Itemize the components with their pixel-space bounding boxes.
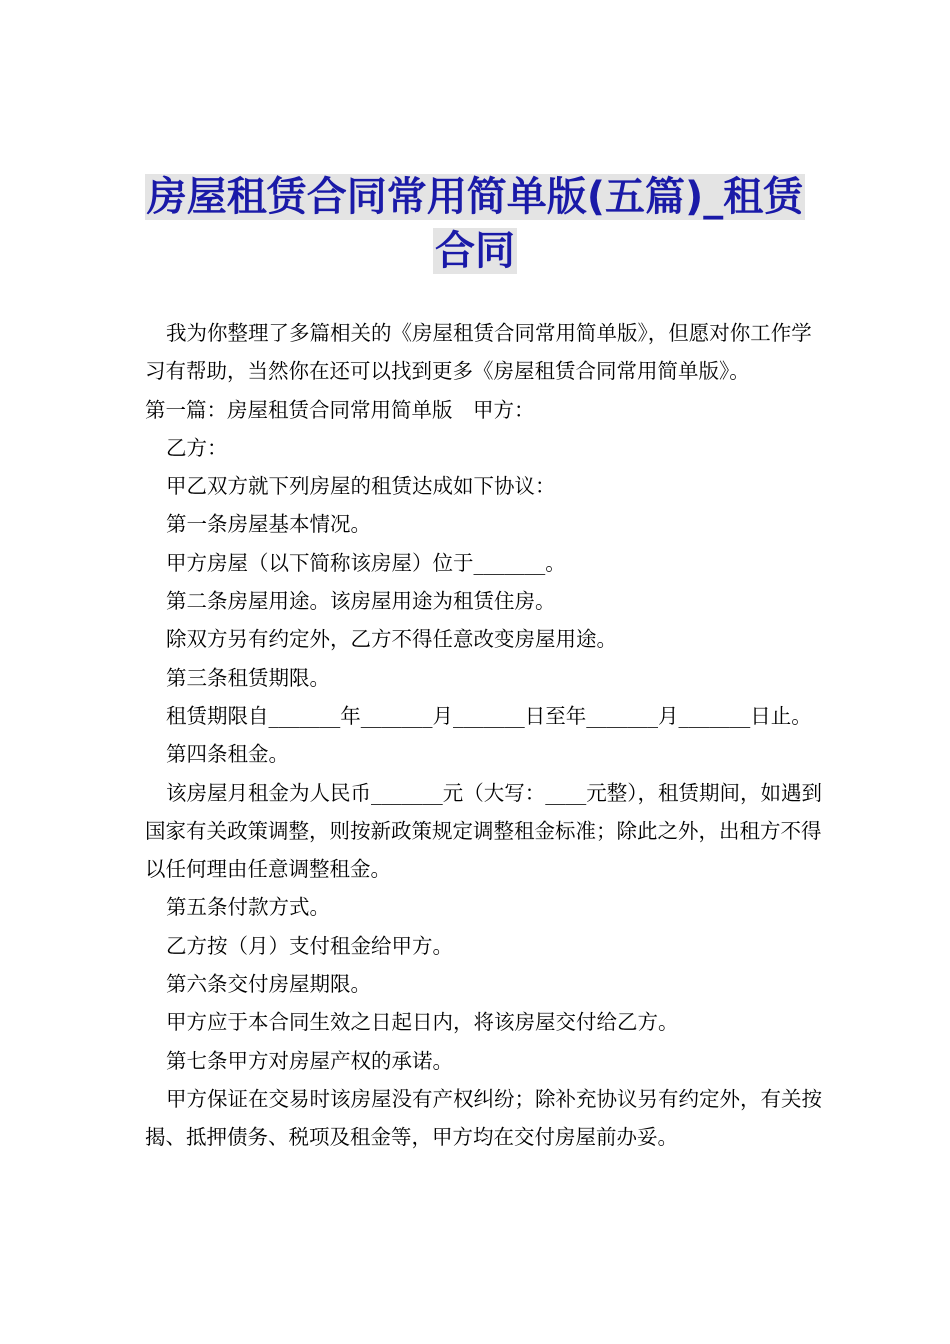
paragraph: 除双方另有约定外，乙方不得任意改变房屋用途。: [166, 627, 617, 652]
paragraph: 乙方按（月）支付租金给甲方。: [166, 933, 453, 958]
paragraph: 甲乙双方就下列房屋的租赁达成如下协议：: [166, 474, 556, 499]
clause-heading: 第七条甲方对房屋产权的承诺。: [166, 1048, 453, 1073]
section-heading: 第一篇：房屋租赁合同常用简单版 甲方：: [145, 397, 535, 422]
document-body: [145, 314, 825, 1157]
clause-heading: 第一条房屋基本情况。: [166, 512, 371, 537]
clause-heading: 第二条房屋用途。该房屋用途为租赁住房。: [166, 589, 556, 614]
clause-heading: 第四条租金。: [166, 742, 289, 767]
document-title: [120, 170, 830, 278]
clause-heading: 第三条租赁期限。: [166, 665, 330, 690]
paragraph: 乙方：: [166, 435, 228, 460]
paragraph: 甲方房屋（以下简称该房屋）位于_______。: [166, 550, 566, 575]
title-line-1: 房屋租赁合同常用简单版(五篇)_租赁: [146, 174, 804, 220]
clause-heading: 第六条交付房屋期限。: [166, 972, 371, 997]
paragraph: 甲方应于本合同生效之日起日内，将该房屋交付给乙方。: [166, 1010, 679, 1035]
paragraph: 租赁期限自_______年_______月_______日至年_______月_______日止。: [166, 703, 812, 728]
paragraph: 该房屋月租金为人民币_______元（大写：____元整），租赁期间，如遇到国家有关政策调整，则按新政策规定调整租金标准；除此之外，出租方不得以任何理由任意调整租金。: [145, 780, 822, 882]
paragraph: 甲方保证在交易时该房屋没有产权纠纷；除补充协议另有约定外，有关按揭、抵押债务、税项及租金等，甲方均在交付房屋前办妥。: [145, 1086, 822, 1150]
clause-heading: 第五条付款方式。: [166, 895, 330, 920]
intro-paragraph: 我为你整理了多篇相关的《房屋租赁合同常用简单版》，但愿对你工作学习有帮助，当然你在还可以找到更多《房屋租赁合同常用简单版》。: [145, 321, 812, 384]
title-line-2: 合同: [435, 228, 515, 274]
